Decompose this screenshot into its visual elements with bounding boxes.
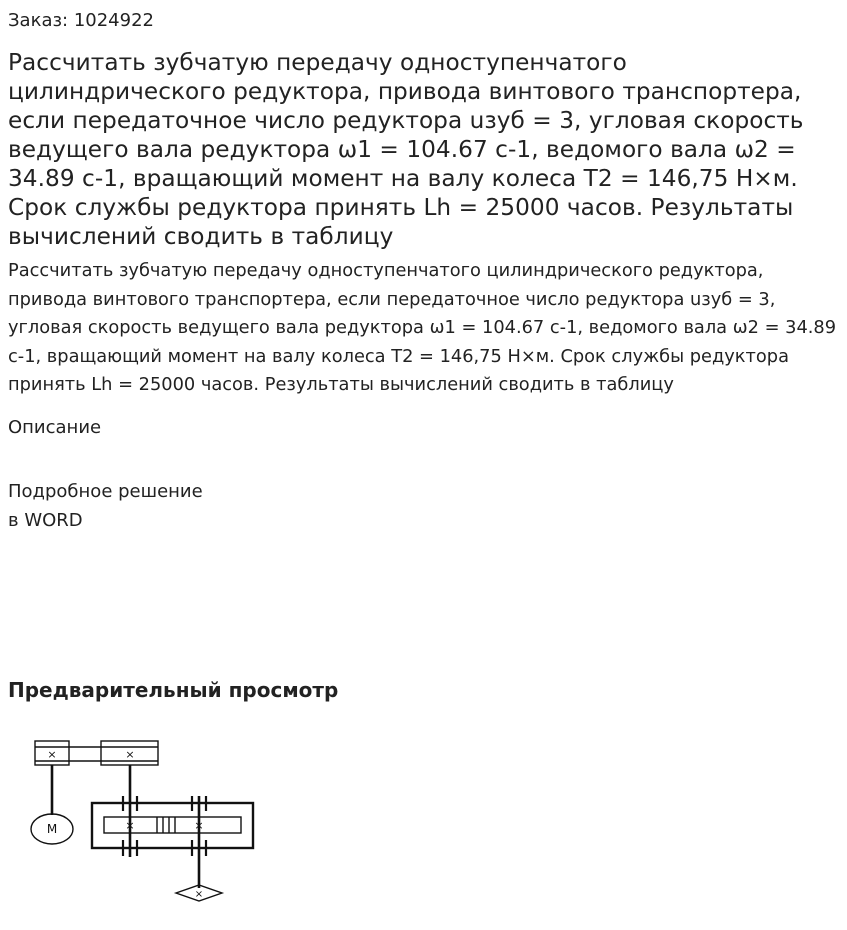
kinematic-diagram	[28, 736, 258, 906]
task-description: Рассчитать зубчатую передачу одноступенчатого цилиндрического редуктора, привода винтового транспортера, если передаточное число редуктора uзуб = 3, угловая скорость ведущего вала редуктора ω1 = 104.67 с-1, ведомого вала ω2 = 34.89 с-1, вращающий момент на валу колеса Т2 = 146,75 Н×м. Срок службы редуктора принять Lh = 25000 часов. Результаты вычислений сводить в таблицу	[8, 260, 837, 396]
cross-mark: ×	[194, 889, 204, 900]
solution-line-2: в WORD	[8, 510, 83, 531]
preview-heading: Предварительный просмотр	[8, 678, 339, 702]
belt-drive	[35, 741, 158, 765]
preview-image	[28, 736, 258, 906]
gearbox-housing	[92, 803, 253, 848]
cross-mark: ×	[125, 748, 135, 761]
solution-line-1: Подробное решение	[8, 481, 203, 502]
motor-label: M	[46, 822, 58, 836]
solution-info	[8, 477, 203, 535]
cross-mark: ×	[125, 819, 135, 832]
page-title: Рассчитать зубчатую передачу одноступенчатого цилиндрического редуктора, привода винтового транспортера, если передаточное число редуктора uзуб = 3, угловая скорость ведущего вала редуктора ω1 = 104.67 с-1, ведомого вала ω2 = 34.89 с-1, вращающий момент на валу колеса Т2 = 146,75 Н×м. Срок службы редуктора принять Lh = 25000 часов. Результаты вычислений сводить в таблицу	[8, 49, 804, 250]
cross-mark: ×	[47, 748, 57, 761]
cross-mark: ×	[194, 819, 204, 832]
description-label: Описание	[8, 417, 102, 438]
order-number: Заказ: 1024922	[8, 10, 154, 31]
